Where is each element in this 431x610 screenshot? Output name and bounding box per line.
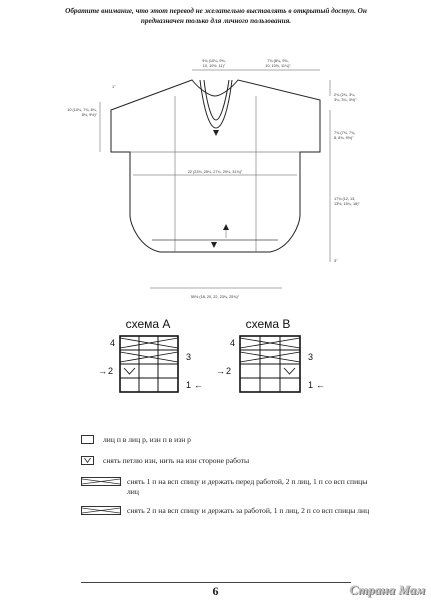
dim-rib-depth: 3" — [334, 259, 338, 263]
legend-text: снять 1 п на всп спицу и держать перед работой, 2 п лиц, 1 п со всп спицы лиц — [127, 477, 368, 496]
dim-armhole-b: 8, 8¾, 9½)" — [334, 136, 354, 140]
chart-a-title: схема А — [125, 317, 171, 331]
dim-neck-width-a: 9¾ (10¼, 9¾, — [202, 59, 226, 63]
dim-neck-width-b: 10, 10½, 11)" — [202, 64, 226, 68]
dim-small-mark: 1" — [112, 85, 116, 89]
dim-neck-depth-b: 3¼, 3¼, 3½)" — [334, 98, 357, 102]
chart-b-arrow-left: → — [216, 366, 225, 376]
chart-a-arrow-right: ← — [194, 380, 203, 390]
dim-neck-depth-a: 2¾ (2¾, 3¼, — [334, 93, 356, 97]
chart-b-row-3: 3 — [308, 352, 314, 362]
notice-line-2: предназначен только для личного пользования. — [140, 17, 292, 25]
slip-stitch-icon — [81, 456, 94, 465]
chart-a-row-4: 4 — [110, 338, 116, 348]
arrow-down-icon — [213, 130, 219, 136]
chart-b-row-1: 1 — [308, 380, 314, 390]
dim-sleeve-depth-b: 8¾, 9½)" — [81, 113, 97, 117]
chart-a — [88, 316, 208, 396]
dim-body-width: 22 (23¾, 25¼, 27¼, 29¼, 31¾)" — [187, 170, 243, 174]
dim-lower-width: 50½ (18, 20, 22, 23¾, 25¾)" — [190, 295, 240, 299]
dim-sleeve-depth-a: 10 (10¼, 7¾, 8¼, — [67, 108, 97, 112]
dim-body-length-b: 13½, 15¼, 18)" — [334, 202, 360, 206]
dim-shoulder-a: 7¾ (8¼, 9¾, — [267, 59, 289, 63]
legend-text: лиц п в лиц р, изн п в изн р — [103, 435, 191, 444]
chart-a-row-2: 2 — [108, 366, 114, 376]
page-number: 6 — [212, 584, 219, 598]
cable-cross-front-icon — [81, 477, 121, 486]
dim-armhole-a: 7¾ (7¾, 7¾, — [334, 131, 356, 135]
empty-square-icon — [81, 435, 94, 444]
chart-a-arrow-left: → — [98, 366, 107, 376]
dim-shoulder-b: 10, 10½, 11¼)" — [265, 64, 291, 68]
chart-a-row-1: 1 — [186, 380, 192, 390]
chart-b-title: схема В — [245, 317, 291, 331]
footer-divider — [81, 582, 351, 583]
chart-b-row-4: 4 — [230, 338, 236, 348]
legend-text: снять 2 п на всп спицу и держать за работой, 1 п лиц, 2 п со всп спицы лиц — [127, 506, 370, 515]
cable-cross-back-icon — [81, 506, 121, 515]
site-watermark: Страна Мам — [349, 582, 425, 597]
chart-b-arrow-right: ← — [316, 380, 325, 390]
arrow-down-icon-2 — [211, 242, 217, 248]
chart-b — [208, 316, 332, 396]
legend-text: снять петлю изн, нить на изн стороне работы — [103, 456, 250, 465]
dim-body-length-a: 17¾ (12, 13, — [334, 197, 356, 201]
chart-b-row-2: 2 — [226, 366, 232, 376]
chart-a-row-3: 3 — [186, 352, 192, 362]
notice-line-1: Обратите внимание, что этот перевод не желательно выставлять в открытый доступ. Он — [65, 7, 367, 15]
arrow-up-icon — [223, 224, 229, 230]
